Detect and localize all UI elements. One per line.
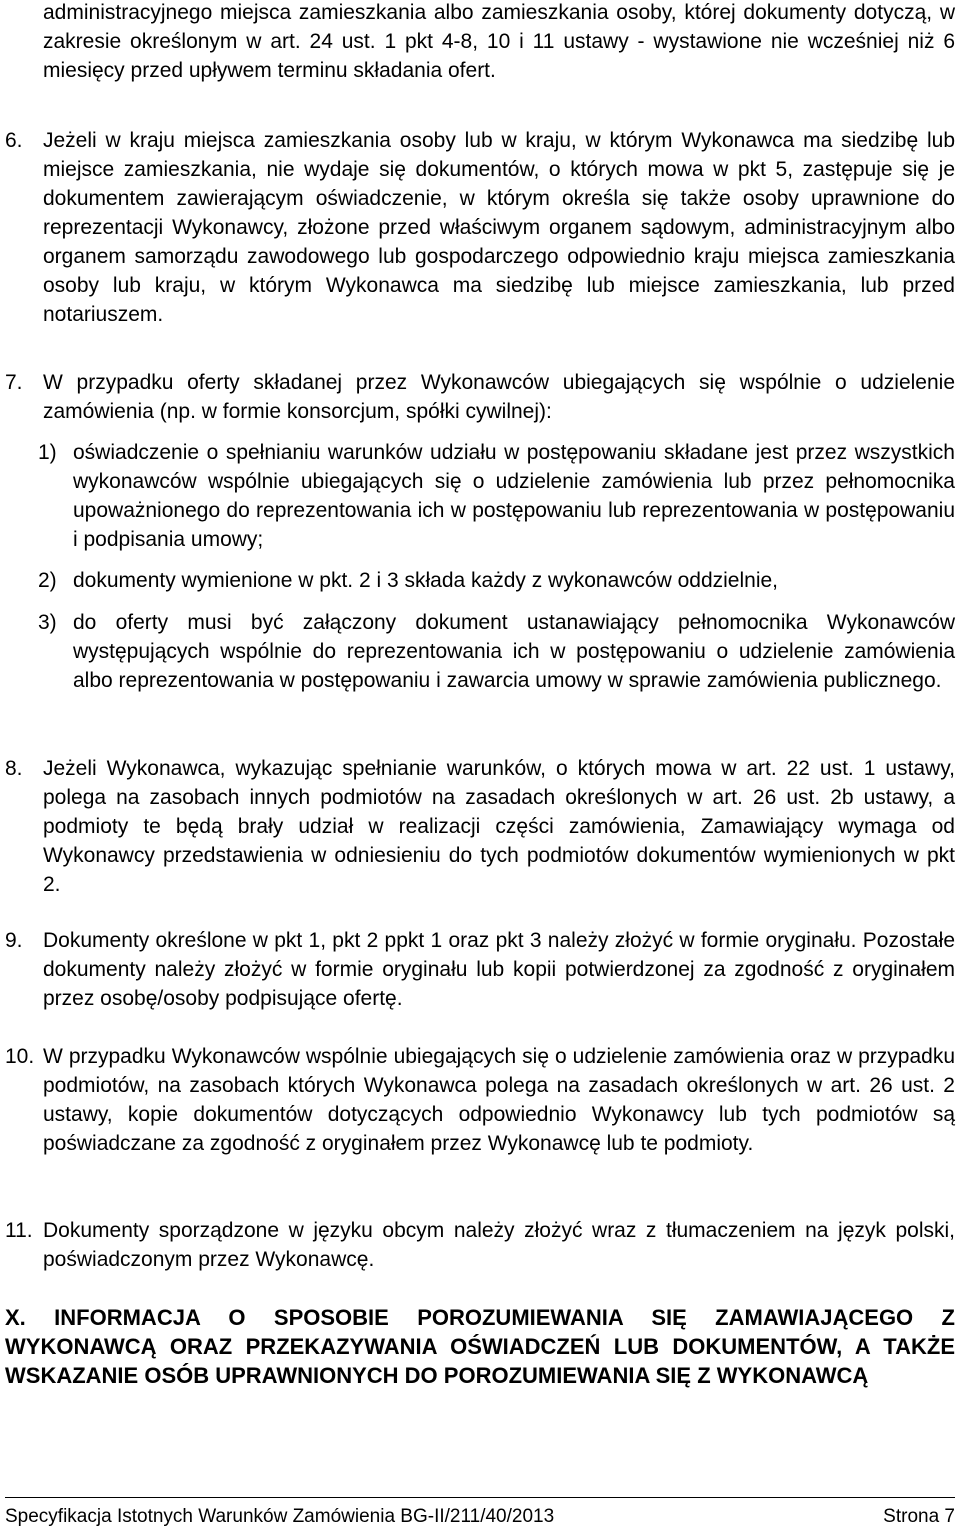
sub-item-2 [38, 566, 955, 595]
sub-item-3 [38, 608, 955, 695]
list-item-number: 10. [5, 1045, 35, 1068]
sub-item-text: do oferty musi być załączony dokument ustanawiający pełnomocnika Wykonawców występujących wspólnie do reprezentowania ich w postępowaniu o udzielenie zamówienia albo reprezentowania w postępowaniu i zawarcia umowy w sprawie zamówienia publicznego. [73, 611, 955, 692]
section-heading: X. INFORMACJA O SPOSOBIE POROZUMIEWANIA SIĘ ZAMAWIAJĄCEGO Z WYKONAWCĄ ORAZ PRZEKAZYWANIA OŚWIADCZEŃ LUB DOKUMENTÓW, A TAKŻE WSKAZANIE OSÓB UPRAWNIONYCH DO POROZUMIEWANIA SIĘ Z WYKONAWCĄ [5, 1305, 955, 1388]
list-item-text: Jeżeli Wykonawca, wykazując spełnianie warunków, o których mowa w art. 22 ust. 1 ustawy, polega na zasobach innych podmiotów na zasadach określonych w art. 26 ust. 2b ustawy, a podmioty te będą brały udział w realizacji części zamówienia, Zamawiający wymaga od Wykonawcy przedstawienia w odniesieniu do tych podmiotów dokumentów wymienionych w pkt 2. [43, 757, 955, 896]
list-item-6 [5, 126, 955, 329]
list-item-number: 9. [5, 929, 23, 952]
list-item-number: 6. [5, 129, 23, 152]
list-item-text: Dokumenty określone w pkt 1, pkt 2 ppkt 1 oraz pkt 3 należy złożyć w formie oryginału. Pozostałe dokumenty należy złożyć w formie oryginału lub kopii potwierdzonej za zgodność z oryginałem przez osobę/osoby podpisujące ofertę. [43, 929, 955, 1010]
list-item-11 [5, 1216, 955, 1274]
sub-item-number: 3) [38, 611, 57, 634]
sub-item-text: oświadczenie o spełnianiu warunków udziału w postępowaniu składane jest przez wszystkich wykonawców wspólnie ubiegających się o udzielenie zamówienia lub przez pełnomocnika upoważnionego do reprezentowania ich w postępowaniu lub reprezentowania w postępowaniu i podpisania umowy; [73, 441, 955, 551]
list-item-10 [5, 1042, 955, 1158]
list-item-7 [5, 368, 955, 426]
list-item-text: W przypadku oferty składanej przez Wykonawców ubiegających się wspólnie o udzielenie zamówienia (np. w formie konsorcjum, spółki cywilnej): [43, 371, 955, 423]
list-item-text: W przypadku Wykonawców wspólnie ubiegających się o udzielenie zamówienia oraz w przypadku podmiotów, na zasobach których Wykonawca polega na zasadach określonych w art. 26 ust. 2 ustawy, kopie dokumentów dotyczących odpowiednio Wykonawcy lub tych podmiotów są poświadczane za zgodność z oryginałem przez Wykonawcę lub te podmioty. [43, 1045, 955, 1155]
list-item-number: 7. [5, 371, 23, 394]
sub-item-number: 1) [38, 441, 57, 464]
sub-item-1 [38, 438, 955, 554]
footer-document-title: Specyfikacja Istotnych Warunków Zamówienia BG-II/211/40/2013 [5, 1506, 555, 1527]
sub-item-text: dokumenty wymienione w pkt. 2 i 3 składa każdy z wykonawców oddzielnie, [73, 569, 779, 592]
sub-item-number: 2) [38, 569, 57, 592]
list-item-text: Jeżeli w kraju miejsca zamieszkania osoby lub w kraju, w którym Wykonawca ma siedzibę lub miejsce zamieszkania, nie wydaje się dokumentów, o których mowa w pkt 5, zastępuje się je dokumentem zawierającym oświadczenie, w którym określa się także osoby uprawnione do reprezentacji Wykonawcy, złożone przed właściwym organem sądowym, administracyjnym albo organem samorządu zawodowego lub gospodarczego odpowiednio kraju miejsca zamieszkania osoby lub kraju, w którym Wykonawca ma siedzibę lub miejsce zamieszkania, lub przed notariuszem. [43, 129, 955, 326]
list-item-number: 8. [5, 757, 23, 780]
list-item-9 [5, 926, 955, 1013]
list-item-number: 11. [5, 1219, 33, 1242]
list-item-8 [5, 754, 955, 899]
continuation-paragraph: administracyjnego miejsca zamieszkania albo zamieszkania osoby, której dokumenty dotyczą, w zakresie określonym w art. 24 ust. 1 pkt 4-8, 10 i 11 ustawy - wystawione nie wcześniej niż 6 miesięcy przed upływem terminu składania ofert. [43, 1, 955, 82]
footer-page-number: Strona 7 [883, 1506, 955, 1527]
list-item-text: Dokumenty sporządzone w języku obcym należy złożyć wraz z tłumaczeniem na język polski, poświadczonym przez Wykonawcę. [43, 1219, 955, 1271]
footer-divider [5, 1497, 955, 1498]
